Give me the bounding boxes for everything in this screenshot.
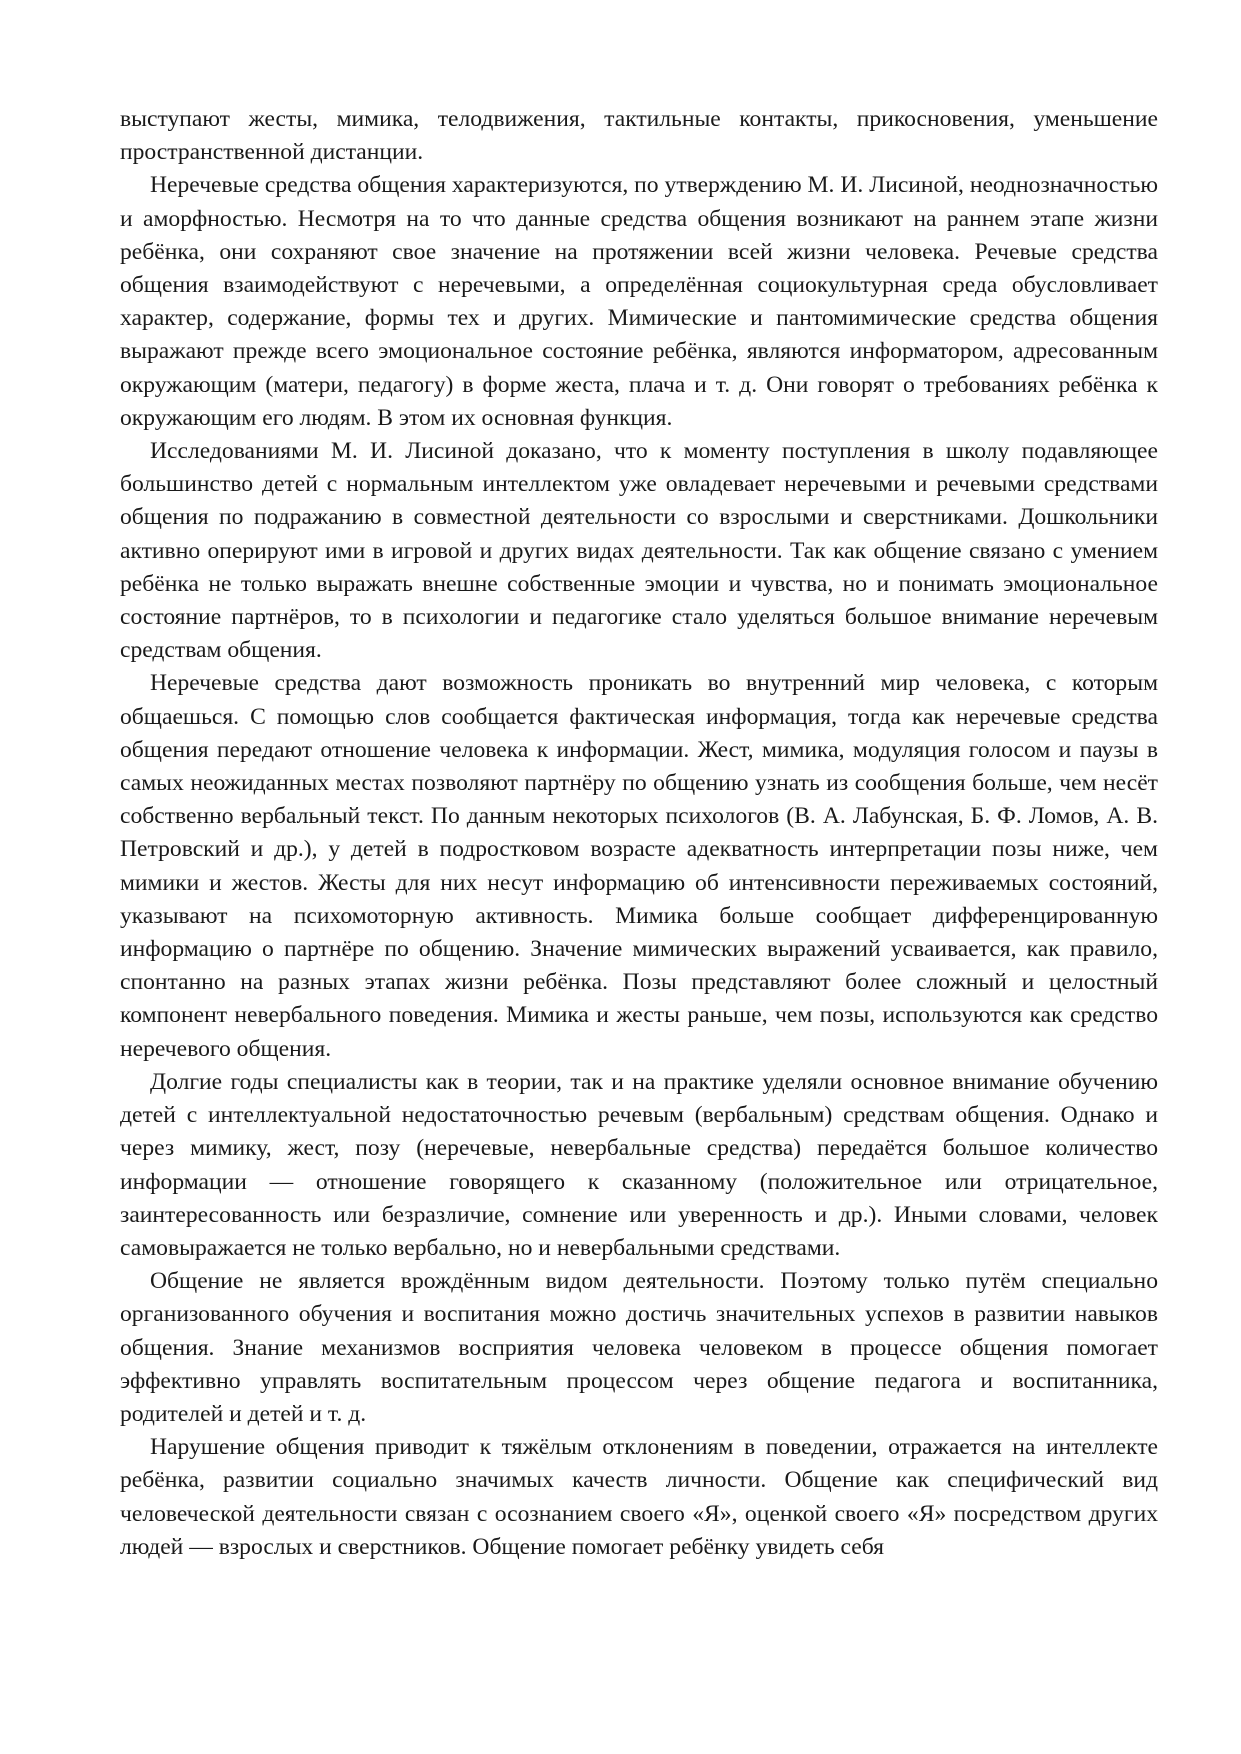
paragraph-continuation: выступают жесты, мимика, телодвижения, тактильные контакты, прикосновения, уменьшение пространственной дистанции.: [120, 106, 1158, 166]
document-page: [120, 103, 1158, 1564]
paragraph-communication-disorder: Нарушение общения приводит к тяжёлым отклонениям в поведении, отражается на интеллекте ребёнка, развитии социально значимых качеств личности. Общение как специфический вид человеческой деятельности связан с осознанием своего «Я», оценкой своего «Я» посредством других людей — взрослых и сверстников. Общение помогает ребёнку увидеть себя: [120, 1434, 1158, 1560]
paragraph-nonverbal-characteristics: Неречевые средства общения характеризуются, по утверждению М. И. Лисиной, неоднозначностью и аморфностью. Несмотря на то что данные средства общения возникают на раннем этапе жизни ребёнка, они сохраняют свое значение на протяжении всей жизни человека. Речевые средства общения взаимодействуют с неречевыми, а определённая социокультурная среда обусловливает характер, содержание, формы тех и других. Мимические и пантомимические средства общения выражают прежде всего эмоциональное состояние ребёнка, являются информатором, адресованным окружающим (матери, педагогу) в форме жеста, плача и т. д. Они говорят о требованиях ребёнка к окружающим его людям. В этом их основная функция.: [120, 172, 1158, 431]
paragraph-lisina-research: Исследованиями М. И. Лисиной доказано, что к моменту поступления в школу подавляющее большинство детей с нормальным интеллектом уже овладевает неречевыми и речевыми средствами общения по подражанию в совместной деятельности со взрослыми и сверстниками. Дошкольники активно оперируют ими в игровой и других видах деятельности. Так как общение связано с умением ребёнка не только выражать внешне собственные эмоции и чувства, но и понимать эмоциональное состояние партнёров, то в психологии и педагогике стало уделяться большое внимание неречевым средствам общения.: [120, 438, 1158, 664]
paragraph-not-innate: Общение не является врождённым видом деятельности. Поэтому только путём специально организованного обучения и воспитания можно достичь значительных успехов в развитии навыков общения. Знание механизмов восприятия человека человеком в процессе общения помогает эффективно управлять воспитательным процессом через общение педагога и воспитанника, родителей и детей и т. д.: [120, 1268, 1158, 1427]
paragraph-teaching-verbal: Долгие годы специалисты как в теории, так и на практике уделяли основное внимание обучению детей с интеллектуальной недостаточностью речевым (вербальным) средствам общения. Однако и через мимику, жест, позу (неречевые, невербальные средства) передаётся большое количество информации — отношение говорящего к сказанному (положительное или отрицательное, заинтересованность или безразличие, сомнение или уверенность и др.). Иными словами, человек самовыражается не только вербально, но и невербальными средствами.: [120, 1068, 1158, 1261]
paragraph-inner-world: Неречевые средства дают возможность проникать во внутренний мир человека, с которым общаешься. С помощью слов сообщается фактическая информация, тогда как неречевые средства общения передают отношение человека к информации. Жест, мимика, модуляция голосом и паузы в самых неожиданных местах позволяют партнёру по общению узнать из сообщения больше, чем несёт собственно вербальный текст. По данным некоторых психологов (В. А. Лабунская, Б. Ф. Ломов, А. В. Петровский и др.), у детей в подростковом возрасте адекватность интерпретации позы ниже, чем мимики и жестов. Жесты для них несут информацию об интенсивности переживаемых состояний, указывают на психомоторную активность. Мимика больше сообщает дифференцированную информацию о партнёре по общению. Значение мимических выражений усваивается, как правило, спонтанно на разных этапах жизни ребёнка. Позы представляют более сложный и целостный компонент невербального поведения. Мимика и жесты раньше, чем позы, используются как средство неречевого общения.: [120, 670, 1158, 1062]
